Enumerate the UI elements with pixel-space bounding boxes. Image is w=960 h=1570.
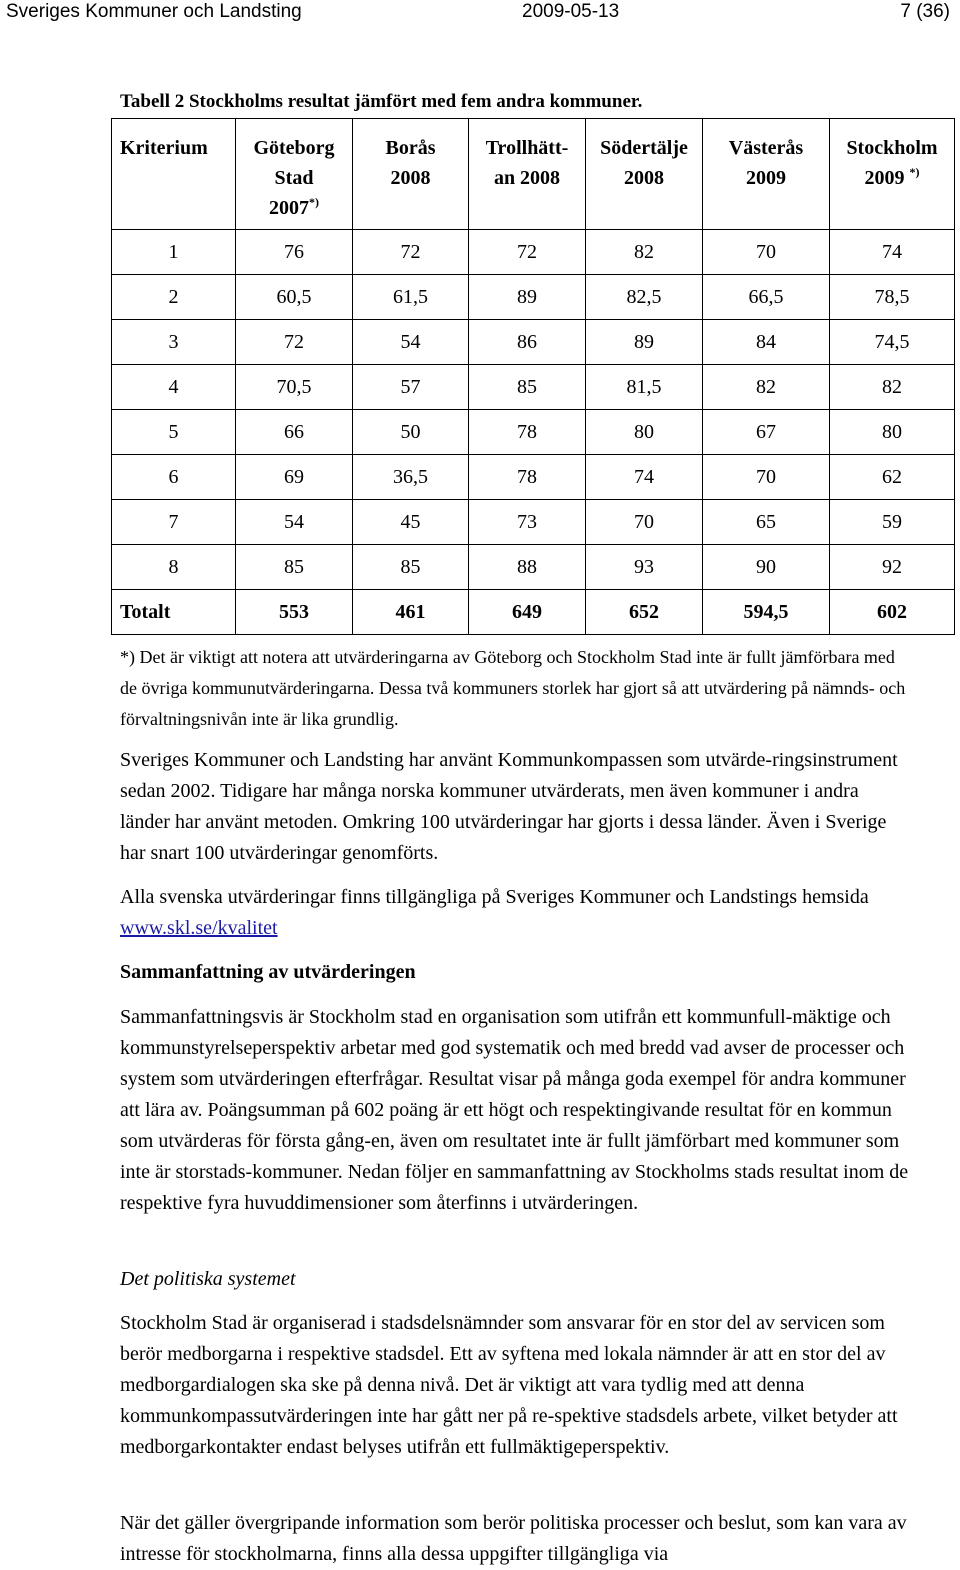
table-row: 5 66 50 78 80 67 80: [112, 410, 955, 455]
paragraph-kommunkompassen: Sveriges Kommuner och Landsting har använt Kommunkompassen som utvärde-ringsinstrument sedan 2002. Tidigare har många norska kommuner utvärderats, men även kommuner i andra länder har använt metoden. Omkring 100 utvärderingar har gjorts i dessa länder. Även i Sverige har snart 100 utvärderingar genomförts.: [120, 749, 898, 864]
header-goteborg: Göteborg Stad 2007*): [236, 119, 353, 230]
paragraph-utvarderingar: [120, 882, 910, 944]
table-header-row: [112, 119, 955, 230]
subsection-heading: Det politiska systemet: [120, 1268, 296, 1290]
header-date: 2009-05-13: [522, 1, 620, 22]
table-total-row: Totalt 553 461 649 652 594,5 602: [112, 590, 955, 635]
paragraph-text: Alla svenska utvärderingar finns tillgängliga på Sveriges Kommuner och Landstings hemsida: [120, 886, 869, 908]
header-kriterium: Kriterium: [112, 119, 236, 230]
section-heading: Sammanfattning av utvärderingen: [120, 961, 416, 983]
table-row: 4 70,5 57 85 81,5 82 82: [112, 365, 955, 410]
table-row: 6 69 36,5 78 74 70 62: [112, 455, 955, 500]
table-row: 2 60,5 61,5 89 82,5 66,5 78,5: [112, 275, 955, 320]
header-stockholm: Stockholm 2009 *): [830, 119, 955, 230]
table-caption: Tabell 2 Stockholms resultat jämfört med fem andra kommuner.: [120, 91, 643, 112]
results-table: [111, 118, 955, 635]
header-page-number: 7 (36): [900, 1, 950, 22]
table-row: 3 72 54 86 89 84 74,5: [112, 320, 955, 365]
table-row: 8 85 85 88 93 90 92: [112, 545, 955, 590]
header-vasteras: Västerås 2009: [703, 119, 830, 230]
paragraph-sammanfattning: Sammanfattningsvis är Stockholm stad en organisation som utifrån ett kommunfull-mäktige och kommunstyrelseperspektiv arbetar med god systematik och med bredd vad avser de processer och system som utvärderingen efterfrågar. Resultat visar på många goda exempel för andra kommuner att lära av. Poängsumman på 602 poäng är ett högt och respektingivande resultat för en kommun som utvärderas för första gång-en, även om resultatet inte är fullt jämförbart med kommuner som inte är storstads-kommuner. Nedan följer en sammanfattning av Stockholms stads resultat inom de respektive fyra huvuddimensioner som återfinns i utvärderingen.: [120, 1006, 909, 1214]
header-sodertalje: Södertälje 2008: [586, 119, 703, 230]
paragraph-politiska-systemet: Stockholm Stad är organiserad i stadsdelsnämnder som ansvarar för en stor del av servicen som berör medborgarna i respektive stadsdel. Ett av syftena med lokala nämnder är att en stor del av medborgardialogen ska ske på denna nivå. Det är viktigt att vara tydlig med att denna kommunkompassutvärderingen inte har gått ner på re-spektive stadsdels arbete, vilket betyder att medborgarkontakter endast belyses utifrån ett fullmäktigeperspektiv.: [120, 1312, 898, 1458]
header-boras: Borås 2008: [353, 119, 469, 230]
table-footnote: *) Det är viktigt att notera att utvärderingarna av Göteborg och Stockholm Stad inte är fullt jämförbara med de övriga kommunutvärderingarna. Dessa två kommuners storlek har gjort så att utvärdering på nämnds- och förvaltningsnivån inte är lika grundlig.: [120, 647, 906, 729]
table-row: 7 54 45 73 70 65 59: [112, 500, 955, 545]
table-row: 1 76 72 72 82 70 74: [112, 230, 955, 275]
skl-link[interactable]: www.skl.se/kvalitet: [120, 917, 278, 939]
header-trollhattan: Trollhätt- an 2008: [469, 119, 586, 230]
page-header: [0, 0, 960, 24]
paragraph-information: När det gäller övergripande information som berör politiska processer och beslut, som kan vara av intresse för stockholmarna, finns alla dessa uppgifter tillgängliga via: [120, 1512, 907, 1565]
header-organization: Sveriges Kommuner och Landsting: [6, 1, 302, 22]
